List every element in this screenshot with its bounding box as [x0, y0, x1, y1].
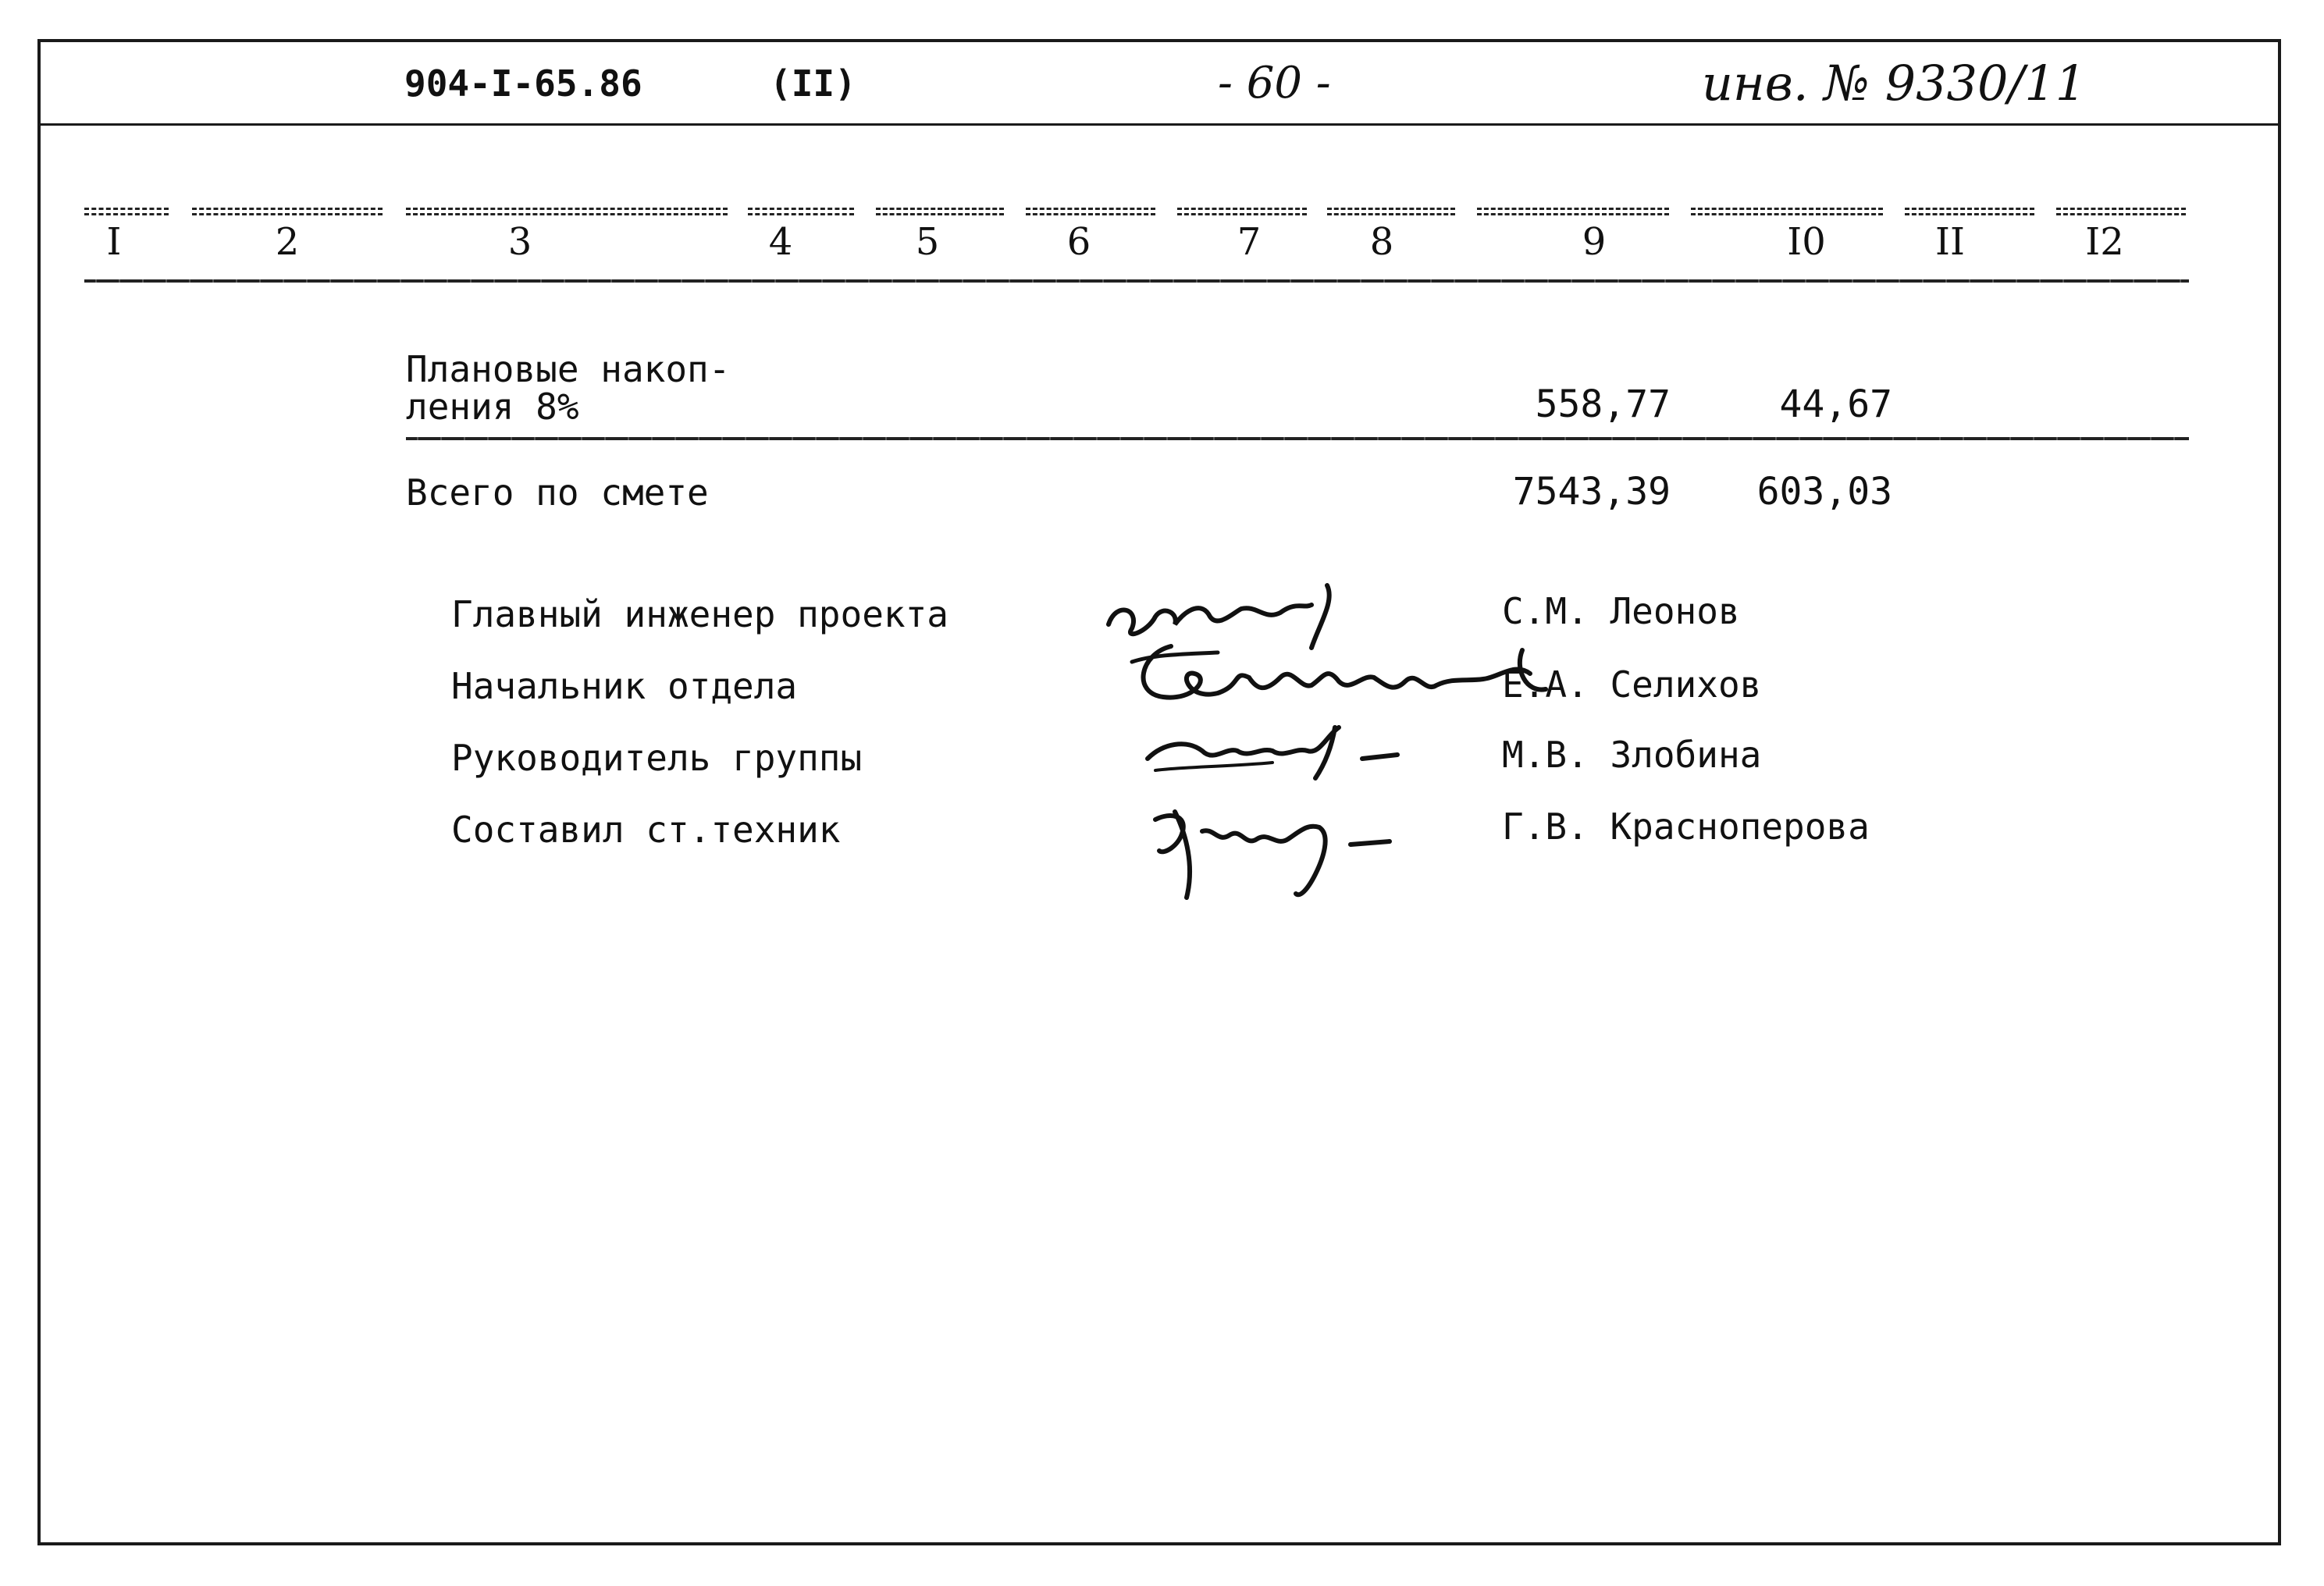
column-divider: [876, 208, 1004, 215]
header-divider: [37, 123, 2281, 126]
signature-name: С.М. Леонов: [1502, 590, 1740, 632]
column-divider: [1026, 208, 1155, 215]
part-number: (II): [770, 62, 856, 105]
row-divider: [406, 437, 2189, 440]
signature-role: Начальник отдела: [451, 665, 798, 707]
column-divider: [1327, 208, 1455, 215]
total-value-col9: 7543,39: [1512, 470, 1671, 514]
page-number: - 60 -: [1218, 58, 1331, 108]
column-number: 3: [507, 220, 532, 264]
column-divider: [2056, 208, 2186, 215]
column-divider: [192, 208, 383, 215]
column-divider: [84, 208, 169, 215]
signature-role: Руководитель группы: [451, 737, 863, 779]
column-number: 8: [1369, 220, 1394, 264]
signature-name: Г.В. Красноперова: [1502, 805, 1870, 848]
total-value-col10: 603,03: [1756, 470, 1892, 514]
column-divider: [1177, 208, 1307, 215]
column-number: 9: [1582, 220, 1607, 264]
column-number: 6: [1066, 220, 1091, 264]
column-divider: [748, 208, 854, 215]
handwritten-signature: [1140, 712, 1421, 782]
column-divider: [1477, 208, 1669, 215]
total-label: Всего по смете: [406, 471, 709, 514]
signature-role: Главный инженер проекта: [451, 593, 948, 635]
document-code: 904-I-65.86: [404, 62, 642, 105]
column-divider: [406, 208, 728, 215]
column-number: I: [106, 220, 122, 264]
row-label-line1: Плановые накоп-: [406, 348, 731, 390]
column-number: I2: [2085, 220, 2124, 264]
column-divider: [1905, 208, 2034, 215]
row-value-col10: 44,67: [1779, 382, 1892, 426]
inventory-number: инв. № 9330/11: [1702, 55, 2087, 112]
signature-name: М.В. Злобина: [1502, 734, 1762, 776]
header-bottom-rule: [84, 279, 2189, 283]
signature-name: Е.А. Селихов: [1502, 663, 1762, 706]
handwritten-signature: [1140, 788, 1421, 905]
column-number: 7: [1237, 220, 1262, 264]
signature-role: Составил ст.техник: [451, 809, 841, 851]
column-number: I0: [1787, 220, 1826, 264]
column-number: 4: [768, 220, 793, 264]
column-number: 2: [275, 220, 300, 264]
handwritten-signature: [1124, 631, 1561, 717]
row-value-col9: 558,77: [1535, 382, 1671, 426]
column-number: II: [1935, 220, 1965, 264]
column-divider: [1691, 208, 1883, 215]
row-label-line2: ления 8%: [406, 386, 579, 428]
column-number: 5: [915, 220, 940, 264]
